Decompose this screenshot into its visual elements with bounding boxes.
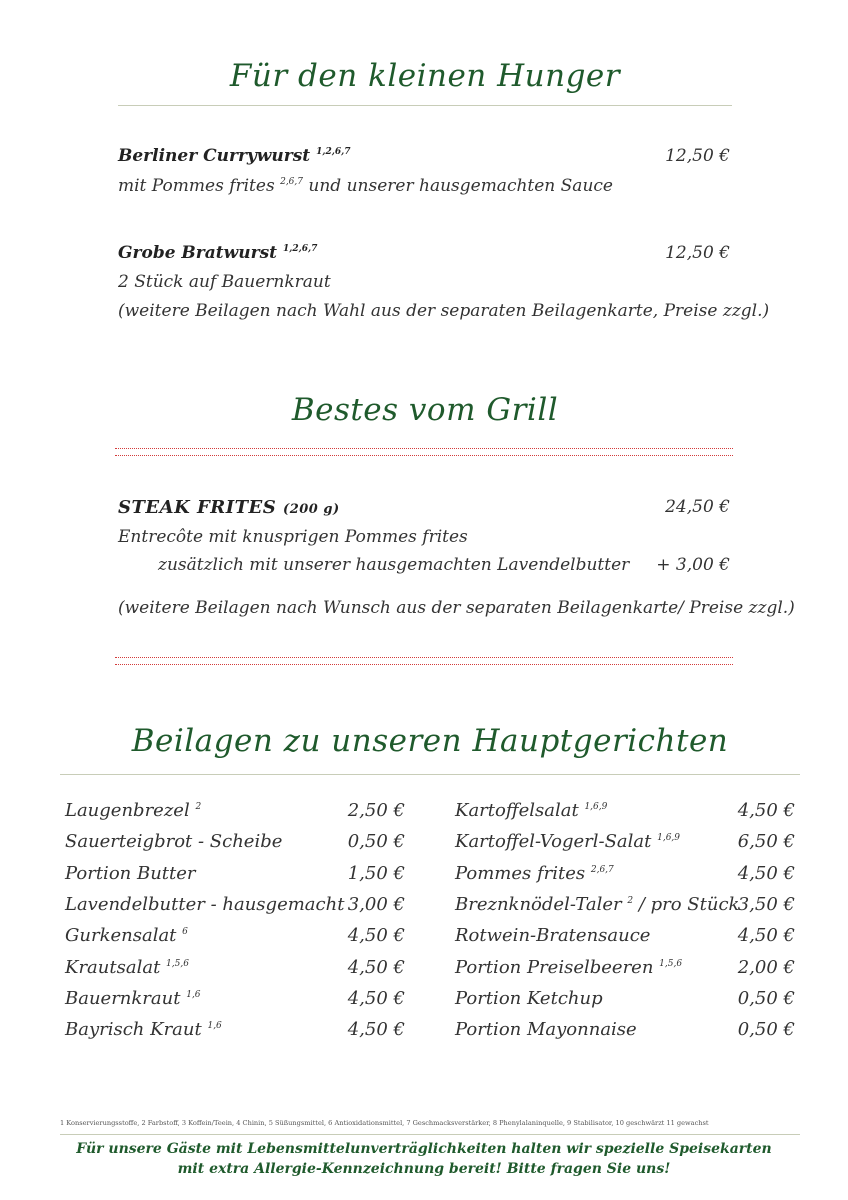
side-dish-price: 4,50 € xyxy=(737,862,795,884)
item-note: (weitere Beilagen nach Wunsch aus der separaten Beilagenkarte/ Preise zzgl.) xyxy=(118,598,795,618)
item-extra: zusätzlich mit unserer hausgemachten Lavendelbutter xyxy=(158,555,630,575)
side-dish-price: 4,50 € xyxy=(347,1019,405,1041)
divider xyxy=(60,774,800,775)
side-dish-price: 4,50 € xyxy=(737,925,795,947)
side-dish-name: Portion Mayonnaise xyxy=(455,1019,637,1041)
footer-line: Für unsere Gäste mit Lebensmittelunverträglichkeiten halten wir spezielle Speisekarten xyxy=(76,1141,772,1157)
item-name: Berliner Currywurst $^{1,2,6,7}$ xyxy=(118,146,351,166)
item-price: 24,50 € xyxy=(665,497,730,517)
side-dish-name: Kartoffelsalat $^{1,6,9}$ xyxy=(455,800,608,821)
side-dish-name: Pommes frites $^{2,6,7}$ xyxy=(455,862,614,884)
item-description: 2 Stück auf Bauernkraut xyxy=(118,272,331,292)
item-description: Entrecôte mit knusprigen Pommes frites xyxy=(118,527,468,547)
item-name: STEAK FRITES (200 g) xyxy=(118,497,340,518)
side-dish-name: Breznknödel-Taler $^2$ / pro Stück xyxy=(455,893,740,915)
side-dish-name: Krautsalat $^{1,5,6}$ xyxy=(65,956,189,978)
side-dish-name: Bauernkraut $^{1,6}$ xyxy=(65,987,201,1009)
dotted-divider xyxy=(115,664,733,665)
side-dish-price: 3,00 € xyxy=(347,893,405,915)
side-dish-name: Laugenbrezel $^2$ xyxy=(65,800,202,821)
side-dish-name: Rotwein-Bratensauce xyxy=(455,925,651,947)
dotted-divider xyxy=(115,448,733,449)
item-description: mit Pommes frites $^{2,6,7}$ und unserer hausgemachten Sauce xyxy=(118,176,613,196)
side-dish-price: 2,50 € xyxy=(347,800,405,821)
item-price: 12,50 € xyxy=(665,243,730,263)
side-dish-name: Gurkensalat $^6$ xyxy=(65,925,188,947)
item-note: (weitere Beilagen nach Wahl aus der separaten Beilagenkarte, Preise zzgl.) xyxy=(118,301,770,321)
side-dish-name: Bayrisch Kraut $^{1,6}$ xyxy=(65,1019,222,1041)
item-name: Grobe Bratwurst $^{1,2,6,7}$ xyxy=(118,243,318,263)
side-dish-name: Portion Ketchup xyxy=(455,987,603,1009)
side-dish-price: 4,50 € xyxy=(347,987,405,1009)
item-extra-price: + 3,00 € xyxy=(656,555,730,575)
dotted-divider xyxy=(115,657,733,658)
item-price: 12,50 € xyxy=(665,146,730,166)
section-title-sides: Beilagen zu unseren Hauptgerichten xyxy=(131,723,729,759)
side-dish-price: 0,50 € xyxy=(737,987,795,1009)
side-dish-price: 3,50 € xyxy=(737,893,795,915)
section-title-grill: Bestes vom Grill xyxy=(291,392,559,428)
divider xyxy=(118,105,732,106)
side-dish-name: Kartoffel-Vogerl-Salat $^{1,6,9}$ xyxy=(455,831,681,853)
additives-legend: 1 Konservierungsstoffe, 2 Farbstoff, 3 Koffein/Teein, 4 Chinin, 5 Süßungsmittel, 6 Antioxidationsmittel, 7 Geschmacksverstärker, 8 Phenylalaninquelle, 9 Stabilisator, 10 geschwärzt 11 gewachst xyxy=(60,1119,709,1127)
side-dish-name: Lavendelbutter - hausgemacht xyxy=(65,893,345,915)
side-dish-price: 0,50 € xyxy=(347,831,405,853)
side-dish-name: Sauerteigbrot - Scheibe xyxy=(65,831,283,853)
side-dish-price: 4,50 € xyxy=(347,956,405,978)
side-dish-price: 2,00 € xyxy=(737,956,795,978)
side-dish-price: 4,50 € xyxy=(347,925,405,947)
side-dish-name: Portion Butter xyxy=(65,862,196,884)
dotted-divider xyxy=(115,455,733,456)
side-dish-price: 0,50 € xyxy=(737,1019,795,1041)
side-dish-name: Portion Preiselbeeren $^{1,5,6}$ xyxy=(455,956,683,978)
side-dish-price: 6,50 € xyxy=(737,831,795,853)
divider xyxy=(60,1134,800,1135)
footer-line: mit extra Allergie-Kennzeichnung bereit! Bitte fragen Sie uns! xyxy=(177,1161,671,1177)
side-dish-price: 4,50 € xyxy=(737,800,795,821)
side-dish-price: 1,50 € xyxy=(347,862,405,884)
section-title-small-hunger: Für den kleinen Hunger xyxy=(229,58,621,94)
